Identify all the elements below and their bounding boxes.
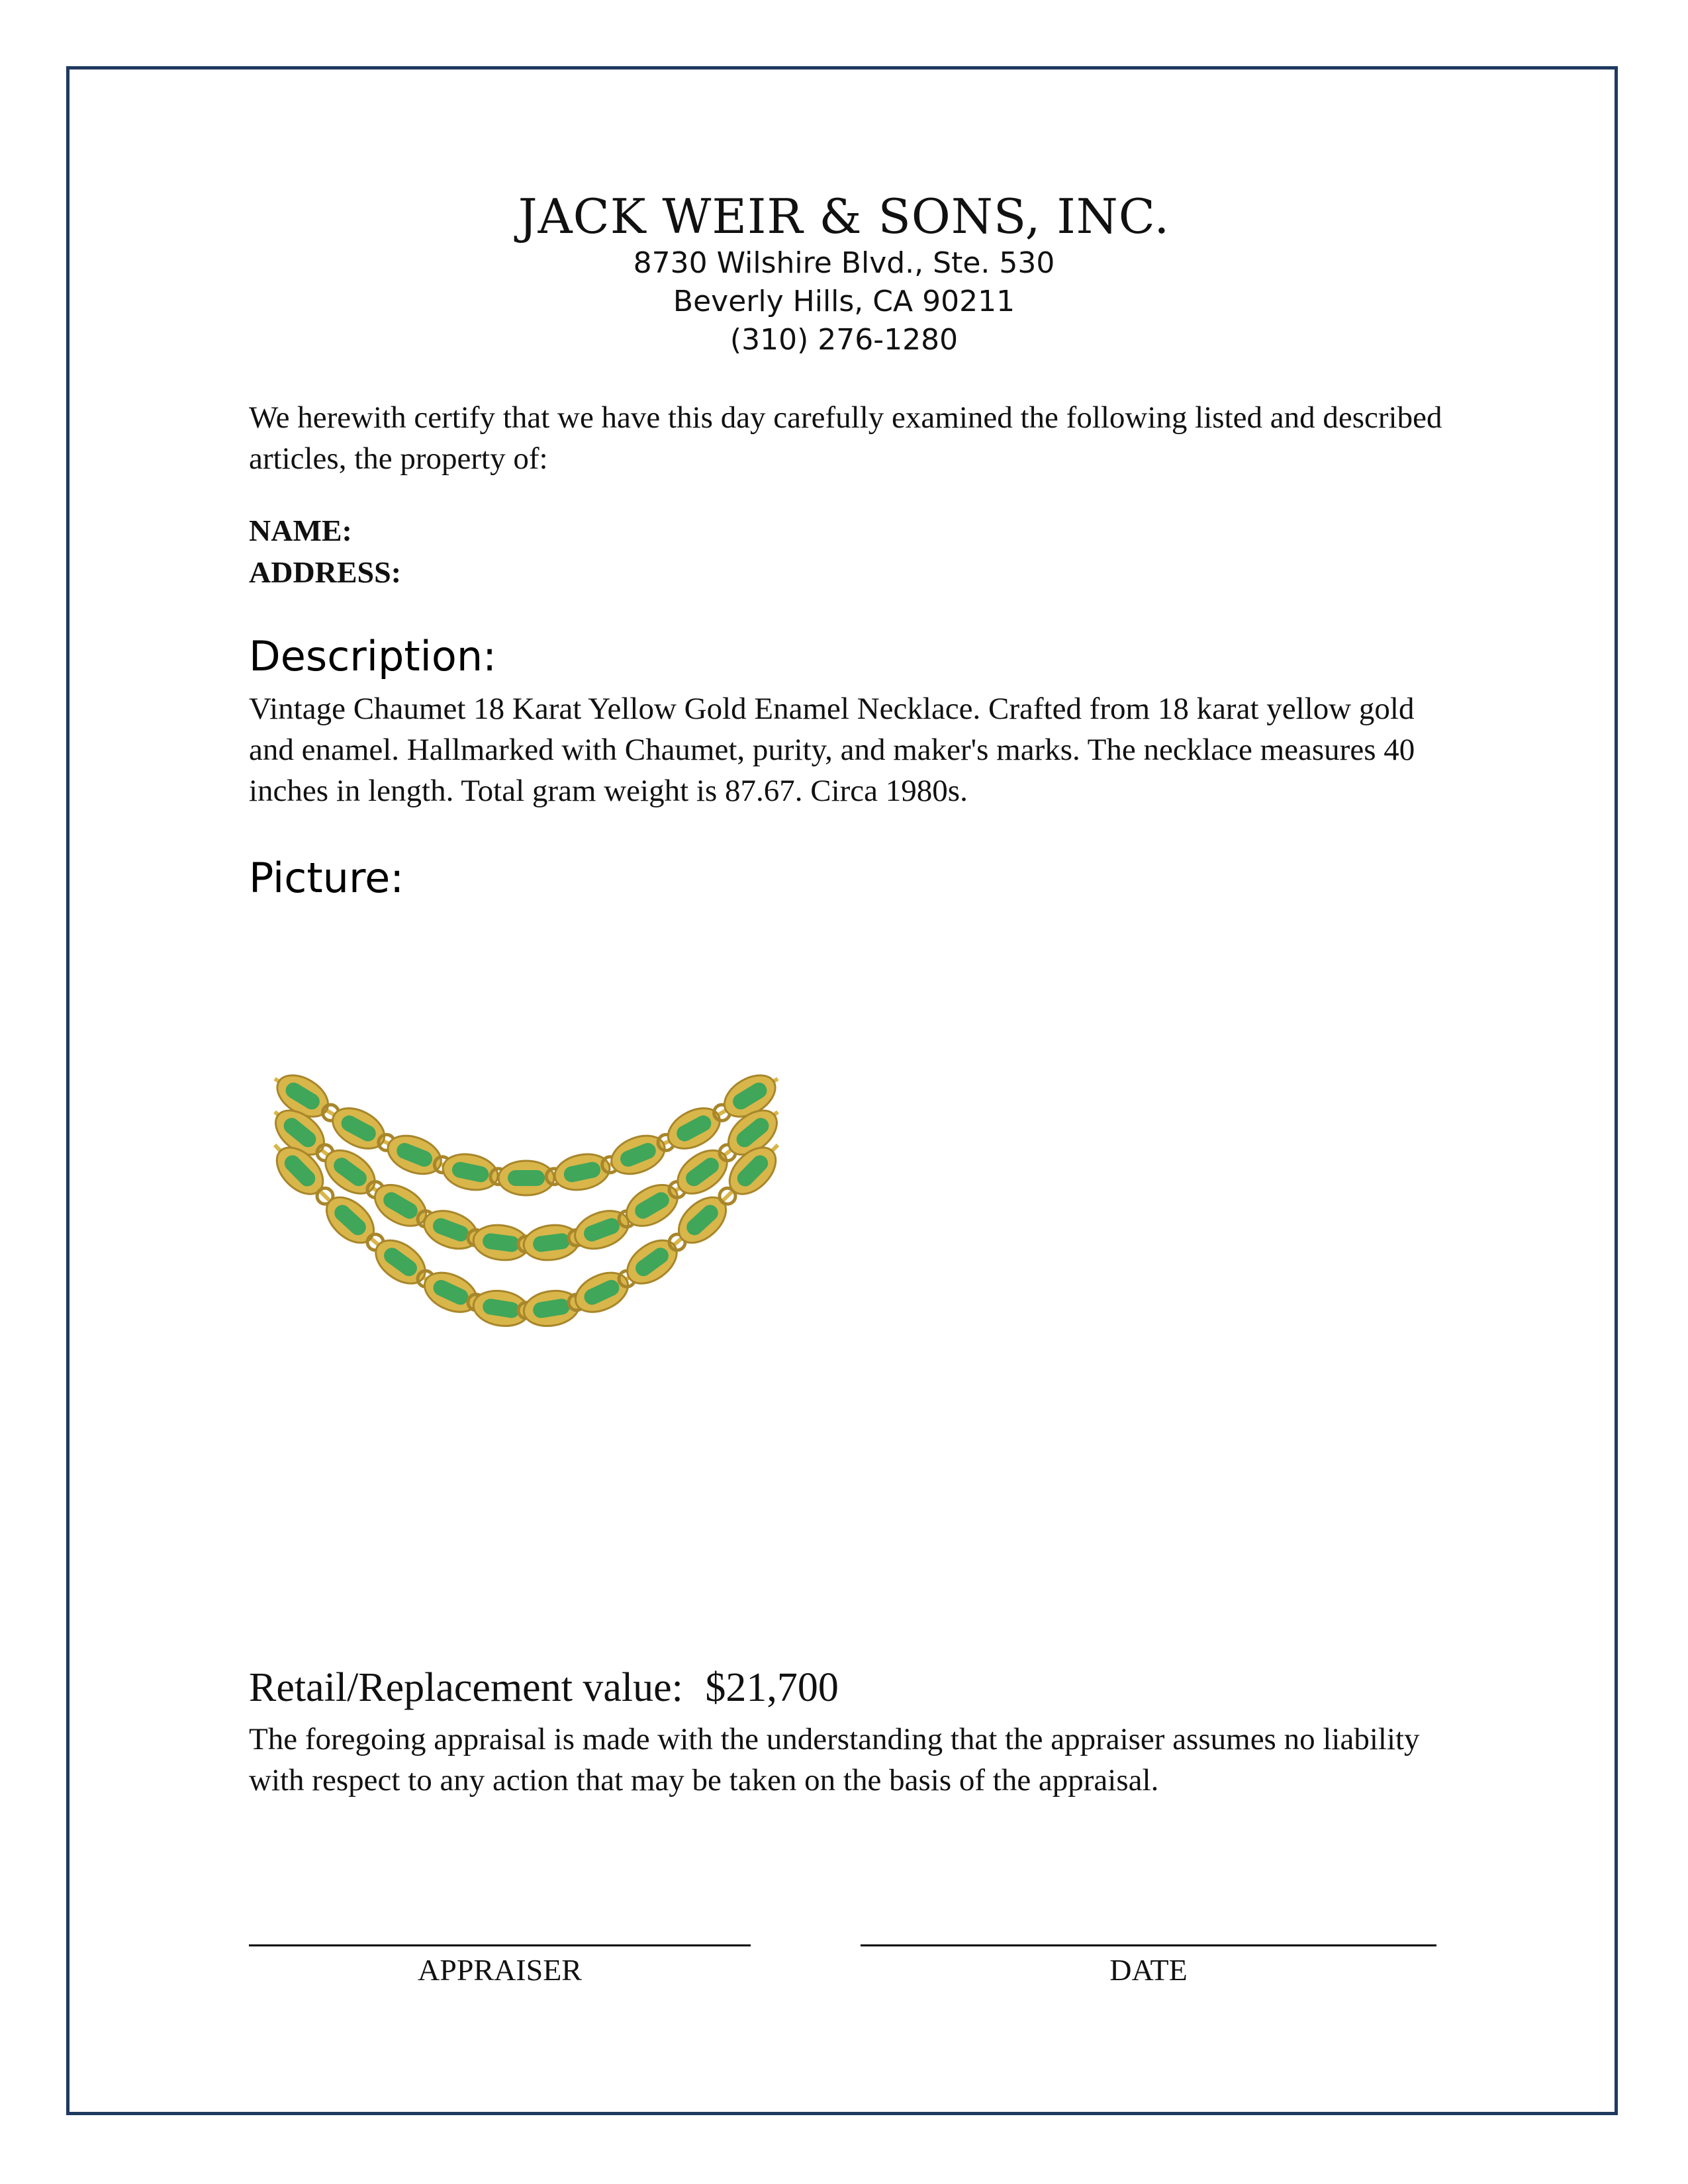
certification-statement: We herewith certify that we have this day carefully examined the following listed and described articles, the property of: [249, 400, 1442, 476]
date-label: DATE [1109, 1953, 1188, 1987]
necklace-image [261, 1032, 804, 1403]
date-signature-line [861, 1944, 1436, 1946]
valuation-line [249, 1664, 839, 1711]
enamel-link [318, 1142, 383, 1203]
owner-address-label: ADDRESS: [249, 555, 402, 589]
company-name: JACK WEIR & SONS, INC. [518, 189, 1170, 244]
company-address-line2: Beverly Hills, CA 90211 [673, 285, 1015, 318]
enamel-link [471, 1222, 531, 1263]
owner-name-label: NAME: [249, 514, 352, 547]
enamel-link [670, 1142, 735, 1203]
necklace-strands [267, 1067, 785, 1330]
description-text: Vintage Chaumet 18 Karat Yellow Gold Enamel Necklace. Crafted from 18 karat yellow gold and enamel. Hallmarked with Chaumet, purity, and maker's marks. The necklace measures 40 inches in length. Total gram weight is 87.67. Circa 1980s. [249, 692, 1415, 808]
enamel-link [551, 1150, 613, 1195]
appraiser-signature-line [249, 1944, 751, 1946]
picture-heading: Picture: [249, 854, 404, 902]
valuation-label: Retail/Replacement value: [249, 1665, 683, 1710]
appraiser-label: APPRAISER [418, 1953, 582, 1987]
enamel-link [471, 1287, 531, 1330]
enamel-link [368, 1232, 434, 1293]
company-phone: (310) 276-1280 [729, 323, 959, 357]
valuation-amount: $21,700 [705, 1665, 839, 1710]
company-address-line1: 8730 Wilshire Blvd., Ste. 530 [633, 246, 1055, 280]
description-heading: Description: [249, 632, 496, 680]
enamel-link [620, 1232, 685, 1293]
disclaimer-text: The foregoing appraisal is made with the understanding that the appraiser assumes no liability with respect to any action that may be taken on the basis of the appraisal. [249, 1722, 1420, 1797]
